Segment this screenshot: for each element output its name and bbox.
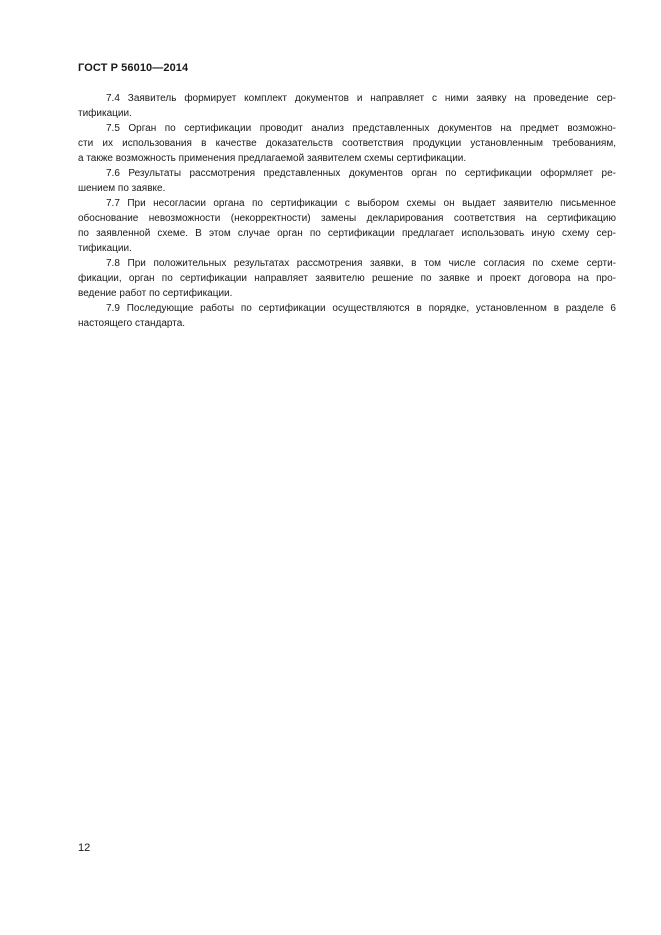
paragraph-7-6 <box>78 166 616 196</box>
paragraph-line: настоящего стандарта. <box>78 318 186 329</box>
paragraph-line: 7.8 При положительных результатах рассмотрения заявки, в том числе согласия по схеме серти- <box>106 258 616 269</box>
paragraph-line: 7.4 Заявитель формирует комплект документов и направляет с ними заявку на проведение сер- <box>106 93 616 104</box>
paragraph-7-5 <box>78 121 616 166</box>
paragraph-line: а также возможность применения предлагаемой заявителем схемы сертификации. <box>78 153 467 164</box>
paragraph-line: 7.9 Последующие работы по сертификации осуществляются в порядке, установленном в разделе 6 <box>106 303 616 314</box>
paragraph-line: шением по заявке. <box>78 183 166 194</box>
paragraph-line: 7.7 При несогласии органа по сертификации с выбором схемы он выдает заявителю письменное <box>106 198 616 209</box>
document-header: ГОСТ Р 56010—2014 <box>78 62 189 74</box>
page-number: 12 <box>78 842 91 854</box>
document-body <box>78 91 616 331</box>
paragraph-line: тификации. <box>78 243 132 254</box>
paragraph-line: по заявленной схеме. В этом случае орган по сертификации предлагает использовать иную схему сер- <box>78 228 616 239</box>
paragraph-7-9 <box>78 301 616 331</box>
paragraph-line: обоснование невозможности (некорректности) замены декларирования соответствия на сертификацию <box>78 213 616 224</box>
paragraph-7-7 <box>78 196 616 256</box>
paragraph-line: тификации. <box>78 108 132 119</box>
paragraph-7-8 <box>78 256 616 301</box>
paragraph-line: ведение работ по сертификации. <box>78 288 233 299</box>
paragraph-line: 7.5 Орган по сертификации проводит анализ представленных документов на предмет возможно- <box>106 123 616 134</box>
paragraph-7-4 <box>78 91 616 121</box>
paragraph-line: 7.6 Результаты рассмотрения представленных документов орган по сертификации оформляет ре- <box>106 168 616 179</box>
paragraph-line: фикации, орган по сертификации направляет заявителю решение по заявке и проект договора на про- <box>78 273 616 284</box>
paragraph-line: сти их использования в качестве доказательств соответствия продукции установленным требованиям, <box>78 138 616 149</box>
